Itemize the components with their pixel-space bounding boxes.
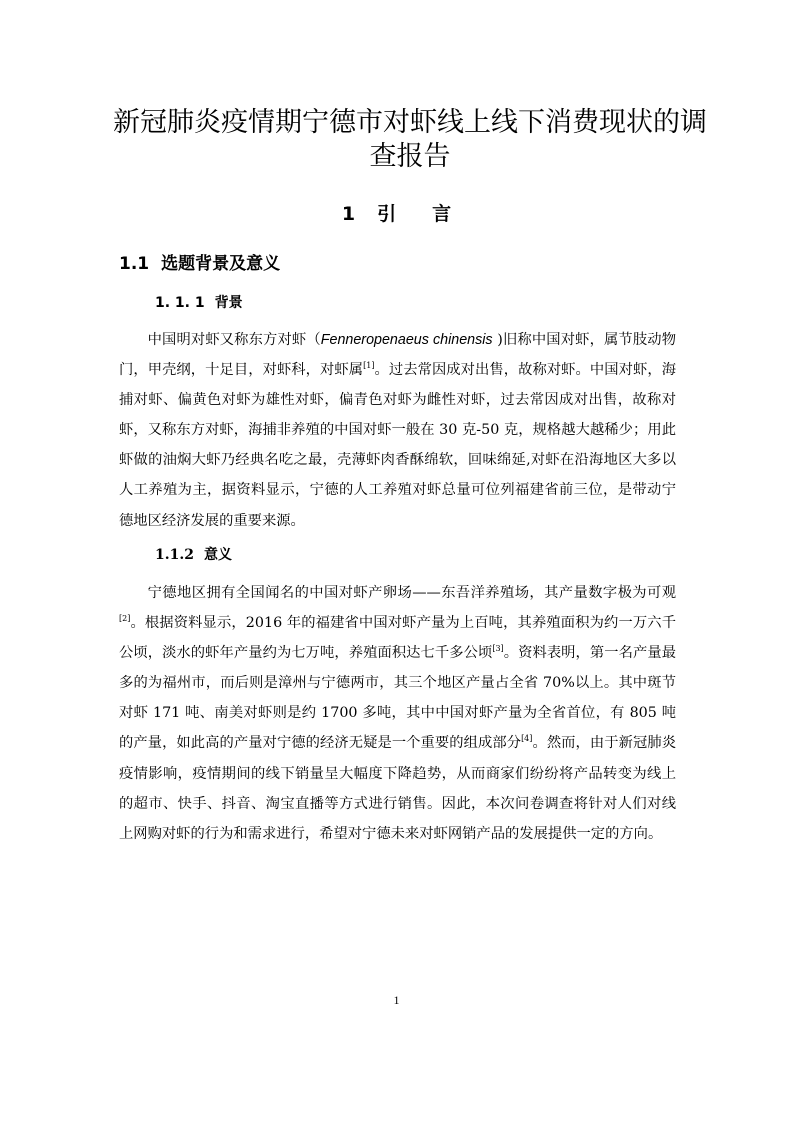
section-title: 选题背景及意义: [161, 254, 281, 274]
citation-ref: [3]: [492, 644, 504, 654]
citation-ref: [2]: [119, 614, 131, 624]
paragraph-significance: [119, 578, 676, 849]
section-heading: [119, 250, 280, 278]
text-run: 中国明对虾又称东方对虾（: [147, 332, 321, 348]
citation-ref: [1]: [363, 361, 375, 371]
chapter-heading: [0, 200, 793, 228]
citation-ref: [4]: [521, 734, 533, 744]
latin-name: Fenneropenaeus chinensis: [320, 332, 493, 348]
subsection-title: 意义: [203, 547, 232, 563]
paragraph-background: [119, 325, 676, 536]
text-run: 。然而，由于新冠肺炎疫情影响，疫情期间的线下销量呈大幅度下降趋势，从而商家们纷纷将产品转变为线上的超市、快手、抖音、淘宝直播等方式进行销售。因此，本次问卷调查将针对人们对线上网购对虾的行为和需求进行，希望对宁德未来对虾网销产品的发展提供一定的方向。: [119, 735, 676, 842]
chapter-title-char-1: 引: [377, 203, 397, 225]
text-run: 。过去常因成对出售，故称对虾。中国对虾，海捕对虾、偏黄色对虾为雄性对虾，偏青色对虾为雌性对虾，过去常因成对出售，故称对虾，又称东方对虾，海捕非养殖的中国对虾一般在 30 克-50 克，规格越大越稀少；用此虾做的油焖大虾乃经典名吃之最，壳薄虾肉香酥绵软，回味绵延,对虾在沿海地区大多以人工养殖为主，据资料显示，宁德的人工养殖对虾总量可位列福建省前三位，是带动宁德地区经济发展的重要来源。: [119, 362, 676, 529]
subsection-heading-background: [155, 291, 243, 315]
subsection-title: 背景: [214, 295, 243, 311]
chapter-title-char-2: 言: [432, 203, 452, 225]
subsection-heading-significance: [155, 543, 232, 567]
text-run: 。根据资料显示，2016 年的福建省中国对虾产量为上百吨，其养殖面积为约一万六千公顷，淡水的虾年产量约为七万吨，养殖面积达七千多公顷: [119, 615, 676, 662]
report-title: 新冠肺炎疫情期宁德市对虾线上线下消费现状的调查报告: [113, 107, 707, 172]
chapter-number: 1: [341, 203, 356, 225]
text-run: 宁德地区拥有全国闻名的中国对虾产卵场——东吾洋养殖场，其产量数字极为可观: [147, 585, 676, 601]
text-run: )旧称中国对虾，属节肢动物门，甲壳纲，十足目，对虾科，对虾属: [119, 332, 677, 379]
subsection-number: 1.1.2: [155, 547, 194, 563]
subsection-number: 1. 1. 1: [155, 295, 205, 311]
text-run: 。资料表明，第一名产量最多的为福州市，而后则是漳州与宁德两市，其三个地区产量占全省 70%以上。其中斑节对虾 171 吨、南美对虾则是约 1700 多吨，其中中国对虾产量为全省首位，有 805 吨的产量，如此高的产量对宁德的经济无疑是一个重要的组成部分: [119, 645, 676, 752]
section-number: 1.1: [119, 254, 150, 274]
page-number: 1: [393, 993, 400, 1007]
